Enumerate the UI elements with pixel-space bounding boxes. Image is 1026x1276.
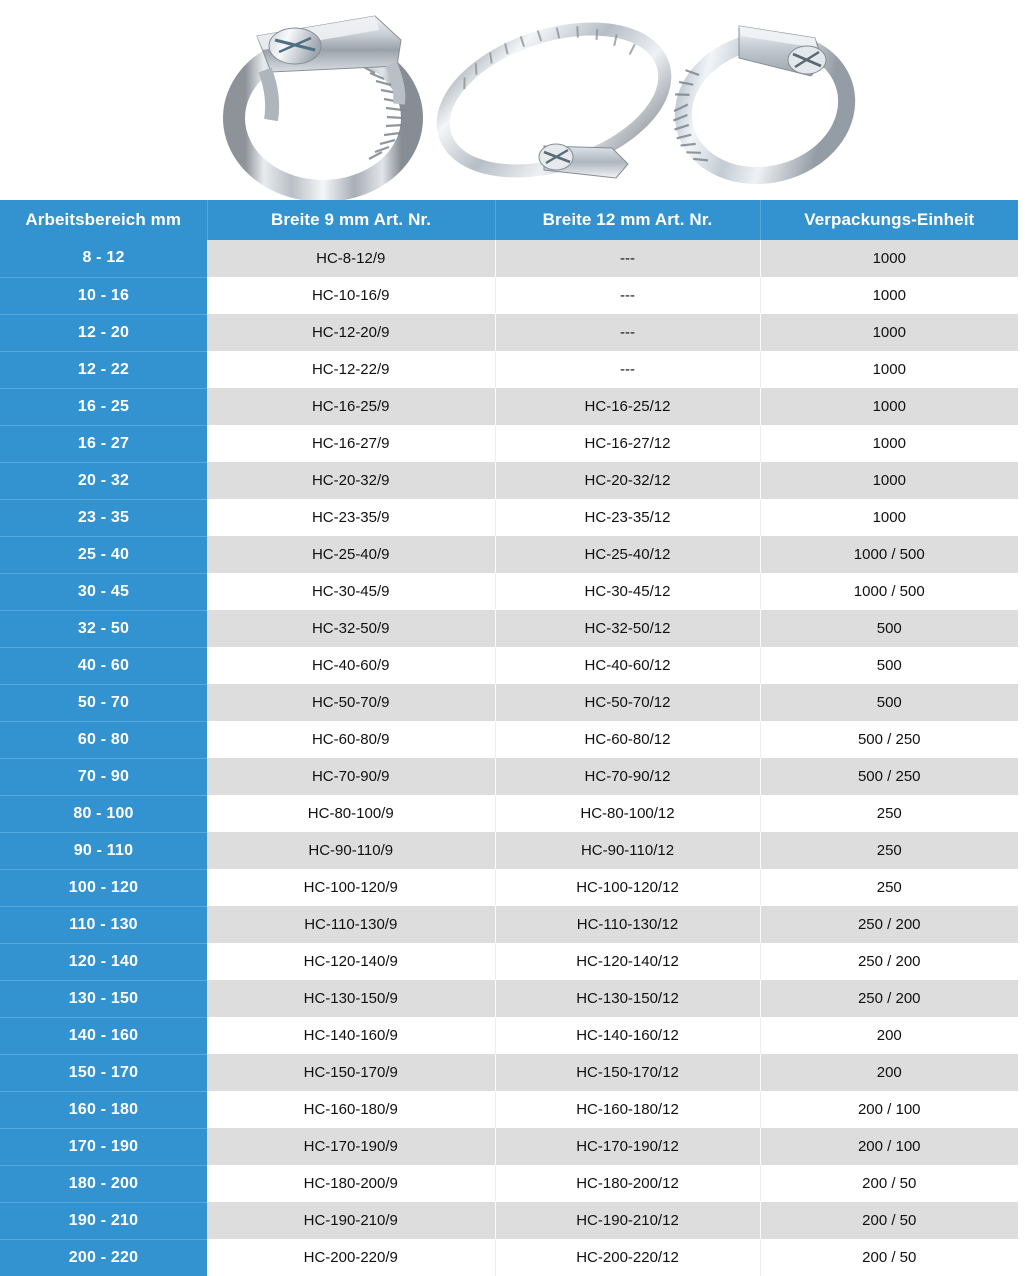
- cell-packaging-unit: 1000 / 500: [760, 573, 1018, 610]
- cell-article-no-12mm: HC-16-25/12: [495, 388, 760, 425]
- cell-packaging-unit: 500: [760, 610, 1018, 647]
- cell-packaging-unit: 500: [760, 647, 1018, 684]
- table-row: [0, 758, 1018, 795]
- cell-packaging-unit: 200 / 50: [760, 1239, 1018, 1276]
- cell-article-no-9mm: HC-200-220/9: [207, 1239, 495, 1276]
- cell-working-range: 10 - 16: [0, 277, 207, 314]
- column-header-packaging-unit: Verpackungs-Einheit: [760, 200, 1018, 240]
- cell-working-range: 180 - 200: [0, 1165, 207, 1202]
- cell-article-no-9mm: HC-160-180/9: [207, 1091, 495, 1128]
- cell-packaging-unit: 200: [760, 1017, 1018, 1054]
- table-row: [0, 499, 1018, 536]
- cell-working-range: 80 - 100: [0, 795, 207, 832]
- cell-article-no-9mm: HC-32-50/9: [207, 610, 495, 647]
- cell-article-no-12mm: HC-40-60/12: [495, 647, 760, 684]
- cell-article-no-9mm: HC-100-120/9: [207, 869, 495, 906]
- cell-packaging-unit: 250: [760, 832, 1018, 869]
- cell-article-no-12mm: HC-140-160/12: [495, 1017, 760, 1054]
- cell-article-no-9mm: HC-12-20/9: [207, 314, 495, 351]
- cell-packaging-unit: 250 / 200: [760, 943, 1018, 980]
- table-body: [0, 240, 1018, 1276]
- cell-packaging-unit: 1000: [760, 462, 1018, 499]
- cell-article-no-12mm: HC-160-180/12: [495, 1091, 760, 1128]
- cell-working-range: 160 - 180: [0, 1091, 207, 1128]
- table-row: [0, 980, 1018, 1017]
- cell-article-no-9mm: HC-90-110/9: [207, 832, 495, 869]
- cell-working-range: 140 - 160: [0, 1017, 207, 1054]
- table-row: [0, 462, 1018, 499]
- cell-packaging-unit: 200 / 50: [760, 1202, 1018, 1239]
- table-row: [0, 351, 1018, 388]
- cell-article-no-12mm: HC-30-45/12: [495, 573, 760, 610]
- table-row: [0, 1091, 1018, 1128]
- cell-working-range: 16 - 25: [0, 388, 207, 425]
- table-row: [0, 573, 1018, 610]
- cell-article-no-12mm: HC-110-130/12: [495, 906, 760, 943]
- cell-article-no-9mm: HC-16-25/9: [207, 388, 495, 425]
- cell-packaging-unit: 500 / 250: [760, 721, 1018, 758]
- table-row: [0, 425, 1018, 462]
- cell-working-range: 12 - 20: [0, 314, 207, 351]
- cell-article-no-9mm: HC-10-16/9: [207, 277, 495, 314]
- table-row: [0, 647, 1018, 684]
- cell-article-no-12mm: HC-100-120/12: [495, 869, 760, 906]
- cell-working-range: 130 - 150: [0, 980, 207, 1017]
- cell-article-no-9mm: HC-130-150/9: [207, 980, 495, 1017]
- cell-article-no-9mm: HC-70-90/9: [207, 758, 495, 795]
- cell-article-no-9mm: HC-8-12/9: [207, 240, 495, 277]
- cell-article-no-9mm: HC-170-190/9: [207, 1128, 495, 1165]
- table-row: [0, 1239, 1018, 1276]
- cell-article-no-9mm: HC-150-170/9: [207, 1054, 495, 1091]
- hose-clamp-image-3: [665, 0, 865, 190]
- table-row: [0, 943, 1018, 980]
- column-header-working-range: Arbeitsbereich mm: [0, 200, 207, 240]
- table-row: [0, 869, 1018, 906]
- cell-article-no-9mm: HC-110-130/9: [207, 906, 495, 943]
- cell-article-no-9mm: HC-80-100/9: [207, 795, 495, 832]
- table-row: [0, 1165, 1018, 1202]
- cell-working-range: 32 - 50: [0, 610, 207, 647]
- cell-packaging-unit: 1000: [760, 277, 1018, 314]
- cell-packaging-unit: 1000: [760, 425, 1018, 462]
- table-header: [0, 200, 1018, 240]
- cell-article-no-9mm: HC-16-27/9: [207, 425, 495, 462]
- cell-article-no-12mm: ---: [495, 277, 760, 314]
- table-header-row: [0, 200, 1018, 240]
- cell-working-range: 100 - 120: [0, 869, 207, 906]
- cell-article-no-12mm: HC-50-70/12: [495, 684, 760, 721]
- cell-packaging-unit: 200 / 50: [760, 1165, 1018, 1202]
- table-row: [0, 684, 1018, 721]
- cell-article-no-12mm: HC-170-190/12: [495, 1128, 760, 1165]
- cell-article-no-9mm: HC-140-160/9: [207, 1017, 495, 1054]
- cell-packaging-unit: 200 / 100: [760, 1091, 1018, 1128]
- cell-packaging-unit: 1000: [760, 351, 1018, 388]
- table-row: [0, 536, 1018, 573]
- cell-article-no-12mm: HC-32-50/12: [495, 610, 760, 647]
- cell-article-no-9mm: HC-50-70/9: [207, 684, 495, 721]
- cell-working-range: 30 - 45: [0, 573, 207, 610]
- cell-packaging-unit: 1000 / 500: [760, 536, 1018, 573]
- cell-packaging-unit: 1000: [760, 314, 1018, 351]
- cell-working-range: 150 - 170: [0, 1054, 207, 1091]
- cell-article-no-9mm: HC-60-80/9: [207, 721, 495, 758]
- cell-working-range: 16 - 27: [0, 425, 207, 462]
- cell-article-no-12mm: HC-20-32/12: [495, 462, 760, 499]
- cell-article-no-9mm: HC-12-22/9: [207, 351, 495, 388]
- column-header-width-12mm: Breite 12 mm Art. Nr.: [495, 200, 760, 240]
- cell-article-no-12mm: HC-150-170/12: [495, 1054, 760, 1091]
- cell-working-range: 50 - 70: [0, 684, 207, 721]
- table-row: [0, 240, 1018, 277]
- cell-article-no-12mm: HC-25-40/12: [495, 536, 760, 573]
- cell-working-range: 8 - 12: [0, 240, 207, 277]
- cell-working-range: 40 - 60: [0, 647, 207, 684]
- cell-article-no-9mm: HC-120-140/9: [207, 943, 495, 980]
- product-image-band: [0, 0, 1026, 192]
- hose-clamp-image-2: [432, 0, 677, 190]
- cell-article-no-12mm: ---: [495, 240, 760, 277]
- cell-article-no-12mm: HC-190-210/12: [495, 1202, 760, 1239]
- table-row: [0, 721, 1018, 758]
- cell-packaging-unit: 250: [760, 869, 1018, 906]
- cell-packaging-unit: 250 / 200: [760, 980, 1018, 1017]
- table-row: [0, 388, 1018, 425]
- cell-packaging-unit: 250: [760, 795, 1018, 832]
- cell-working-range: 190 - 210: [0, 1202, 207, 1239]
- cell-working-range: 12 - 22: [0, 351, 207, 388]
- cell-article-no-12mm: HC-180-200/12: [495, 1165, 760, 1202]
- cell-article-no-12mm: ---: [495, 351, 760, 388]
- column-header-width-9mm: Breite 9 mm Art. Nr.: [207, 200, 495, 240]
- cell-article-no-12mm: HC-23-35/12: [495, 499, 760, 536]
- cell-working-range: 200 - 220: [0, 1239, 207, 1276]
- cell-article-no-12mm: HC-130-150/12: [495, 980, 760, 1017]
- cell-article-no-12mm: HC-200-220/12: [495, 1239, 760, 1276]
- table-row: [0, 314, 1018, 351]
- cell-packaging-unit: 500 / 250: [760, 758, 1018, 795]
- cell-packaging-unit: 500: [760, 684, 1018, 721]
- cell-working-range: 110 - 130: [0, 906, 207, 943]
- cell-article-no-9mm: HC-25-40/9: [207, 536, 495, 573]
- table-row: [0, 1017, 1018, 1054]
- cell-article-no-12mm: ---: [495, 314, 760, 351]
- cell-article-no-12mm: HC-120-140/12: [495, 943, 760, 980]
- table-row: [0, 1128, 1018, 1165]
- cell-working-range: 170 - 190: [0, 1128, 207, 1165]
- cell-packaging-unit: 1000: [760, 240, 1018, 277]
- cell-article-no-9mm: HC-20-32/9: [207, 462, 495, 499]
- cell-packaging-unit: 250 / 200: [760, 906, 1018, 943]
- cell-article-no-9mm: HC-23-35/9: [207, 499, 495, 536]
- cell-article-no-12mm: HC-16-27/12: [495, 425, 760, 462]
- cell-packaging-unit: 200: [760, 1054, 1018, 1091]
- cell-packaging-unit: 200 / 100: [760, 1128, 1018, 1165]
- cell-article-no-9mm: HC-40-60/9: [207, 647, 495, 684]
- cell-article-no-12mm: HC-90-110/12: [495, 832, 760, 869]
- specification-table-container: [0, 200, 1018, 1276]
- cell-article-no-9mm: HC-180-200/9: [207, 1165, 495, 1202]
- table-row: [0, 906, 1018, 943]
- cell-article-no-12mm: HC-80-100/12: [495, 795, 760, 832]
- cell-working-range: 70 - 90: [0, 758, 207, 795]
- cell-article-no-12mm: HC-70-90/12: [495, 758, 760, 795]
- hose-clamp-image-1: [205, 0, 445, 190]
- specification-table: [0, 200, 1018, 1276]
- cell-working-range: 120 - 140: [0, 943, 207, 980]
- cell-packaging-unit: 1000: [760, 499, 1018, 536]
- cell-working-range: 60 - 80: [0, 721, 207, 758]
- table-row: [0, 277, 1018, 314]
- table-row: [0, 1054, 1018, 1091]
- cell-working-range: 25 - 40: [0, 536, 207, 573]
- cell-working-range: 90 - 110: [0, 832, 207, 869]
- table-row: [0, 1202, 1018, 1239]
- table-row: [0, 610, 1018, 647]
- cell-working-range: 20 - 32: [0, 462, 207, 499]
- cell-article-no-9mm: HC-190-210/9: [207, 1202, 495, 1239]
- table-row: [0, 795, 1018, 832]
- cell-article-no-12mm: HC-60-80/12: [495, 721, 760, 758]
- cell-article-no-9mm: HC-30-45/9: [207, 573, 495, 610]
- table-row: [0, 832, 1018, 869]
- cell-packaging-unit: 1000: [760, 388, 1018, 425]
- cell-working-range: 23 - 35: [0, 499, 207, 536]
